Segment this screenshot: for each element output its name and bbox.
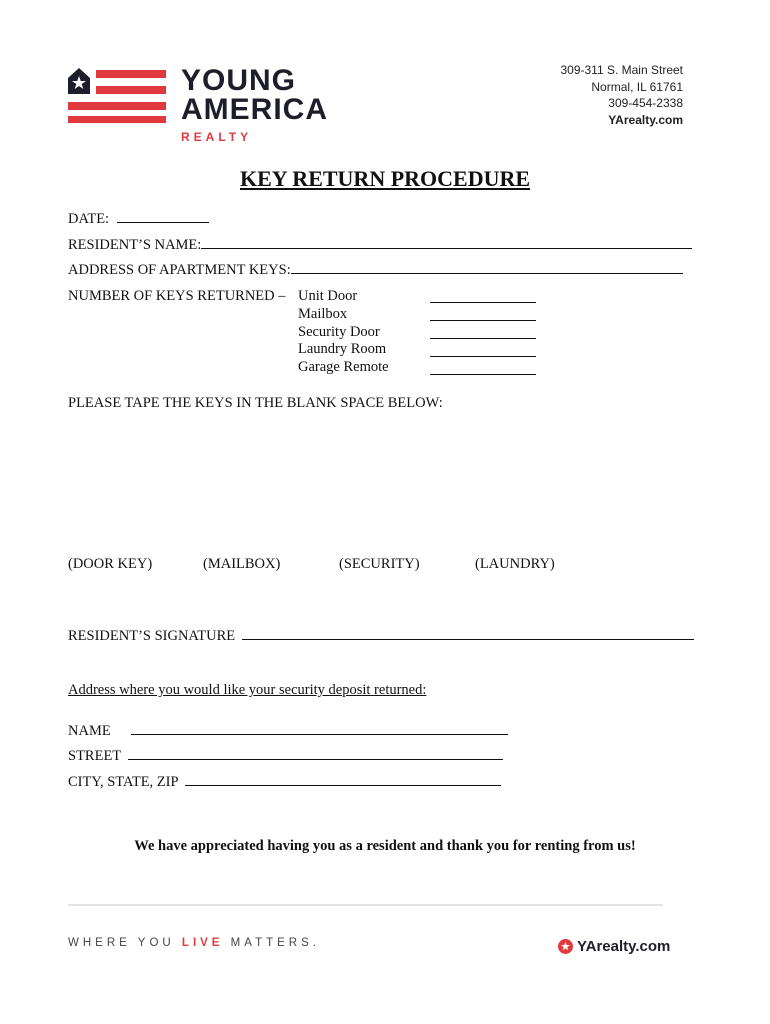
tagline-highlight: LIVE xyxy=(181,937,224,949)
footer-divider xyxy=(68,904,663,906)
signature-field xyxy=(68,627,694,645)
address-keys-input-line[interactable] xyxy=(291,261,683,274)
address-keys-label: ADDRESS OF APARTMENT KEYS: xyxy=(68,262,291,278)
contact-phone: 309-454-2338 xyxy=(608,96,683,110)
date-label: DATE: xyxy=(68,211,110,227)
thank-you-message: We have appreciated having you as a resident and thank you for renting from us! xyxy=(134,838,636,854)
page-title: KEY RETURN PROCEDURE xyxy=(239,166,531,191)
signature-input-line[interactable] xyxy=(242,627,694,640)
tape-instruction: PLEASE TAPE THE KEYS IN THE BLANK SPACE BELOW: xyxy=(68,395,443,411)
deposit-street-field xyxy=(68,747,503,765)
security-door-count-line[interactable] xyxy=(430,338,536,339)
deposit-name-input-line[interactable] xyxy=(131,722,508,735)
contact-city: Normal, IL 61761 xyxy=(591,79,683,94)
mailbox-key-label: (MAILBOX) xyxy=(203,556,281,572)
key-types-list xyxy=(298,288,389,377)
deposit-city-input-line[interactable] xyxy=(185,773,501,786)
unit-door-count-line[interactable] xyxy=(430,302,536,303)
contact-block xyxy=(560,62,683,128)
door-key-label: (DOOR KEY) xyxy=(68,556,153,572)
mailbox-count-line[interactable] xyxy=(430,320,536,321)
laundry-key-label: (LAUNDRY) xyxy=(475,556,555,572)
deposit-city-label: CITY, STATE, ZIP xyxy=(68,774,179,790)
brand-name-line2: AMERICA xyxy=(181,93,328,126)
signature-label: RESIDENT’S SIGNATURE xyxy=(68,628,236,644)
deposit-street-input-line[interactable] xyxy=(128,747,503,760)
brand-name-line1: YOUNG xyxy=(181,64,297,97)
resident-name-label: RESIDENT’S NAME: xyxy=(68,237,202,253)
footer-tagline xyxy=(68,937,320,949)
deposit-address-heading: Address where you would like your security deposit returned: xyxy=(68,682,427,698)
key-type-unit-door: Unit Door xyxy=(298,288,358,304)
company-logo xyxy=(68,66,348,146)
deposit-street-label: STREET xyxy=(68,748,121,764)
date-field xyxy=(68,210,209,228)
deposit-city-field xyxy=(68,773,501,791)
garage-remote-count-line[interactable] xyxy=(430,374,536,375)
key-type-laundry-room: Laundry Room xyxy=(298,341,387,358)
tagline-end: MATTERS. xyxy=(223,937,320,949)
key-type-security-door: Security Door xyxy=(298,323,380,340)
ya-star-icon xyxy=(558,939,573,954)
contact-street: 309-311 S. Main Street xyxy=(560,63,683,77)
contact-website: YArealty.com xyxy=(608,112,683,127)
flag-house-icon xyxy=(68,66,168,124)
footer-website[interactable]: YArealty.com xyxy=(577,938,671,955)
resident-name-input-line[interactable] xyxy=(201,236,692,249)
date-input-line[interactable] xyxy=(117,210,209,223)
resident-name-field xyxy=(68,236,692,254)
footer-brand xyxy=(558,938,670,955)
key-type-mailbox: Mailbox xyxy=(298,305,348,322)
key-type-garage-remote: Garage Remote xyxy=(298,359,389,376)
deposit-name-field xyxy=(68,722,508,740)
laundry-room-count-line[interactable] xyxy=(430,356,536,357)
keys-returned-label: NUMBER OF KEYS RETURNED – xyxy=(68,288,286,304)
brand-subtitle: REALTY xyxy=(181,130,253,144)
deposit-name-label: NAME xyxy=(68,723,111,739)
security-key-label: (SECURITY) xyxy=(339,556,420,572)
address-keys-field xyxy=(68,261,683,279)
tagline-start: WHERE YOU xyxy=(68,937,182,949)
